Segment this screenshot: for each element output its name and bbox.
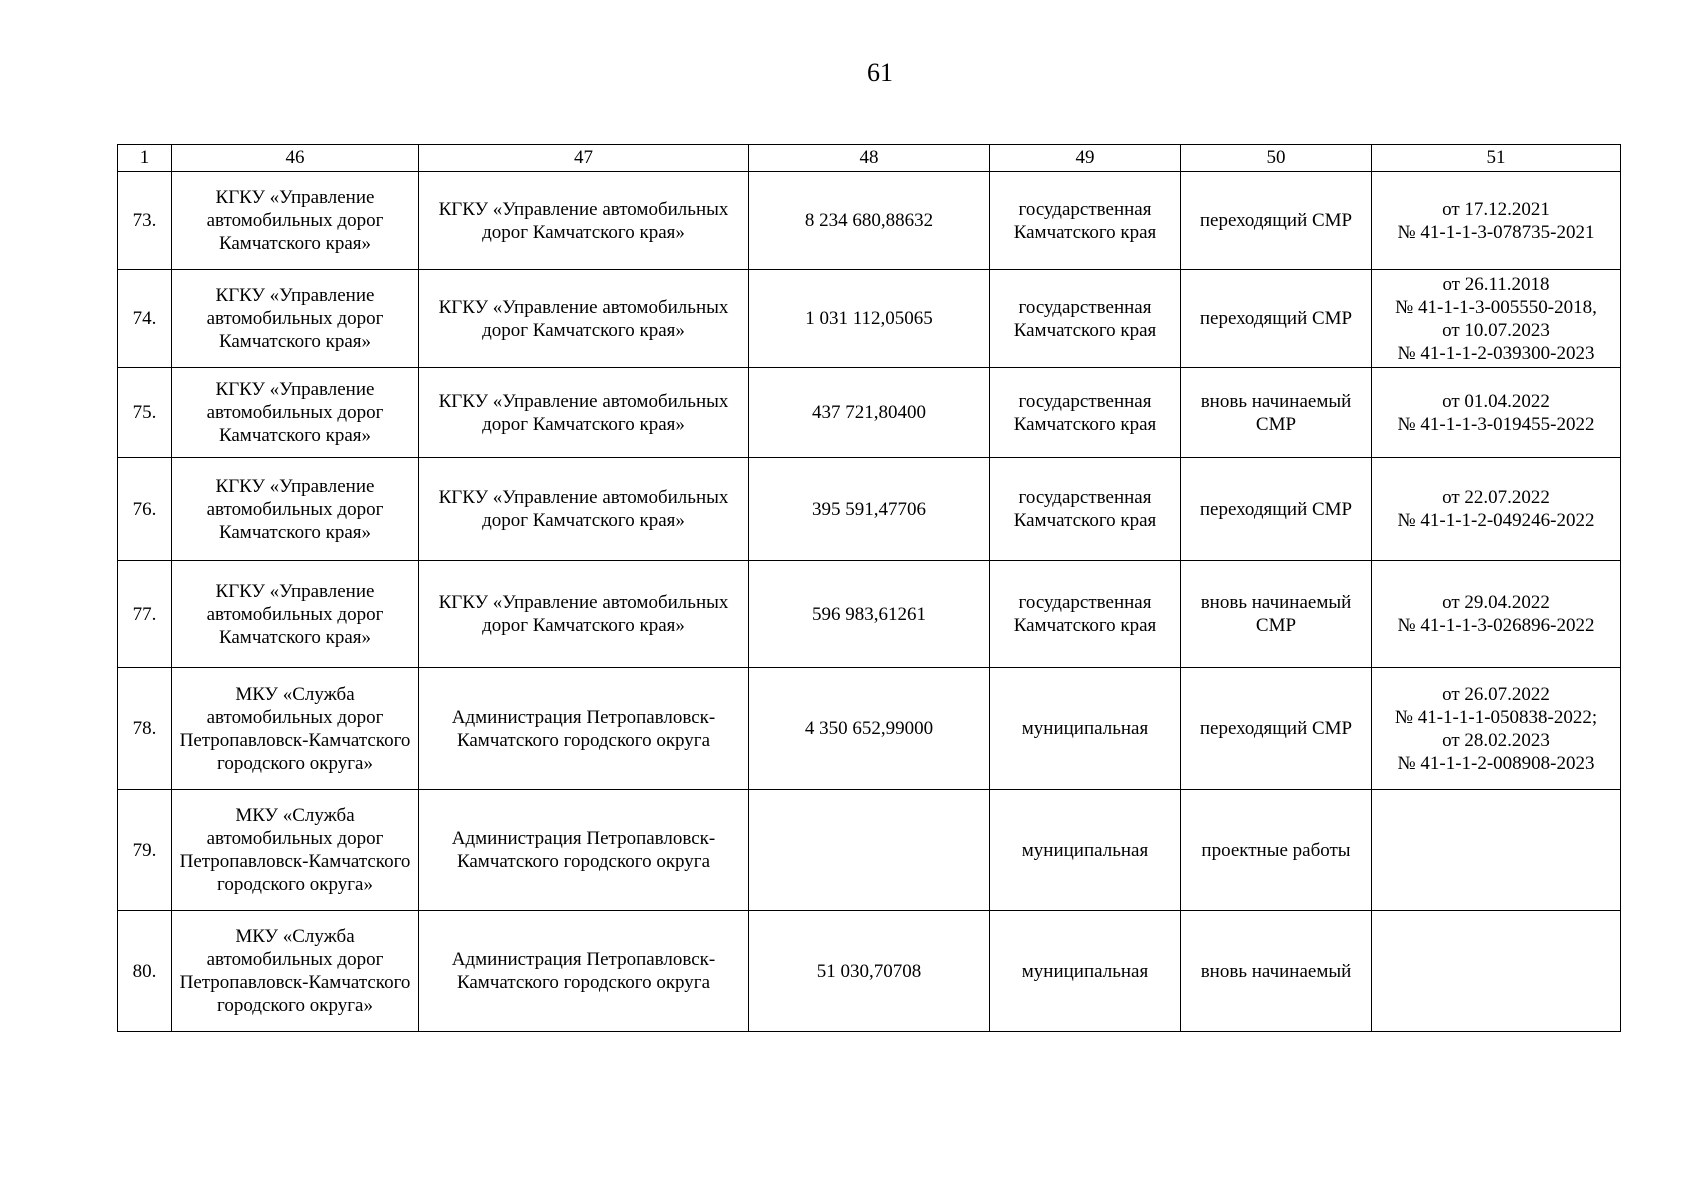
row-number: 75. [118,368,172,458]
header-col-49: 49 [990,145,1181,172]
row-number: 77. [118,561,172,668]
ownership-cell: государственная Камчатского края [990,561,1181,668]
expertise-line: № 41-1-1-3-026896-2022 [1397,615,1595,636]
expertise-line: № 41-1-1-2-049246-2022 [1397,510,1595,531]
table-row [118,270,1621,368]
expertise-line: № 41-1-1-2-039300-2023 [1397,342,1595,364]
developer-cell: КГКУ «Управление автомобильных дорог Камчатского края» [419,561,749,668]
registry-table [117,144,1621,1032]
ownership-cell: государственная Камчатского края [990,458,1181,561]
work-type-cell: переходящий СМР [1181,668,1372,790]
amount-cell: 51 030,70708 [749,911,990,1032]
work-type-cell: переходящий СМР [1181,172,1372,270]
amount-cell: 596 983,61261 [749,561,990,668]
ownership-cell: государственная Камчатского края [990,368,1181,458]
developer-cell: Администрация Петропавловск-Камчатского городского округа [419,911,749,1032]
customer-cell: МКУ «Служба автомобильных дорог Петропавловск-Камчатского городского округа» [172,790,419,911]
expertise-line: от 28.02.2023 [1442,729,1550,751]
expertise-line: № 41-1-1-1-050838-2022; [1394,706,1598,728]
amount-cell: 395 591,47706 [749,458,990,561]
table-row [118,172,1621,270]
table-row [118,668,1621,790]
table-body [118,172,1621,1032]
header-col-46: 46 [172,145,419,172]
row-number: 76. [118,458,172,561]
amount-cell: 4 350 652,99000 [749,668,990,790]
expertise-line: от 26.07.2022 [1442,683,1550,705]
table-row [118,790,1621,911]
header-col-1: 1 [118,145,172,172]
expertise-line: от 17.12.2021 [1442,198,1550,220]
header-col-51: 51 [1372,145,1621,172]
row-number: 78. [118,668,172,790]
expertise-cell [1372,172,1621,270]
ownership-cell: муниципальная [990,790,1181,911]
table-header [118,145,1621,172]
expertise-cell [1372,561,1621,668]
work-type-cell: вновь начинаемый СМР [1181,561,1372,668]
page-number: 61 [867,58,893,87]
amount-cell: 8 234 680,88632 [749,172,990,270]
table-row [118,458,1621,561]
ownership-cell: муниципальная [990,911,1181,1032]
expertise-line: № 41-1-1-3-005550-2018, [1395,296,1597,318]
amount-cell: 437 721,80400 [749,368,990,458]
table-row [118,911,1621,1032]
header-col-50: 50 [1181,145,1372,172]
ownership-cell: государственная Камчатского края [990,270,1181,368]
expertise-cell [1372,270,1621,368]
expertise-cell [1372,911,1621,1032]
expertise-cell [1372,790,1621,911]
amount-cell: 1 031 112,05065 [749,270,990,368]
expertise-line: от 29.04.2022 [1442,592,1550,613]
header-col-47: 47 [419,145,749,172]
row-number: 80. [118,911,172,1032]
expertise-cell [1372,668,1621,790]
expertise-cell [1372,368,1621,458]
customer-cell: КГКУ «Управление автомобильных дорог Камчатского края» [172,172,419,270]
work-type-cell: проектные работы [1181,790,1372,911]
expertise-line: от 01.04.2022 [1442,390,1550,412]
customer-cell: КГКУ «Управление автомобильных дорог Камчатского края» [172,561,419,668]
expertise-line: от 26.11.2018 [1442,273,1550,295]
developer-cell: Администрация Петропавловск-Камчатского городского округа [419,668,749,790]
header-col-48: 48 [749,145,990,172]
work-type-cell: вновь начинаемый СМР [1181,368,1372,458]
expertise-line: от 22.07.2022 [1442,487,1550,508]
row-number: 79. [118,790,172,911]
table-row [118,561,1621,668]
customer-cell: МКУ «Служба автомобильных дорог Петропавловск-Камчатского городского округа» [172,911,419,1032]
header-row [118,145,1621,172]
developer-cell: КГКУ «Управление автомобильных дорог Камчатского края» [419,172,749,270]
row-number: 74. [118,270,172,368]
ownership-cell: государственная Камчатского края [990,172,1181,270]
customer-cell: КГКУ «Управление автомобильных дорог Камчатского края» [172,458,419,561]
expertise-cell [1372,458,1621,561]
work-type-cell: вновь начинаемый [1181,911,1372,1032]
table-row [118,368,1621,458]
customer-cell: МКУ «Служба автомобильных дорог Петропавловск-Камчатского городского округа» [172,668,419,790]
expertise-line: № 41-1-1-2-008908-2023 [1397,752,1595,774]
work-type-cell: переходящий СМР [1181,458,1372,561]
developer-cell: КГКУ «Управление автомобильных дорог Камчатского края» [419,270,749,368]
expertise-line: № 41-1-1-3-078735-2021 [1397,221,1595,243]
developer-cell: КГКУ «Управление автомобильных дорог Камчатского края» [419,458,749,561]
developer-cell: Администрация Петропавловск-Камчатского городского округа [419,790,749,911]
customer-cell: КГКУ «Управление автомобильных дорог Камчатского края» [172,368,419,458]
expertise-line: от 10.07.2023 [1442,319,1550,341]
expertise-line: № 41-1-1-3-019455-2022 [1397,413,1595,435]
work-type-cell: переходящий СМР [1181,270,1372,368]
developer-cell: КГКУ «Управление автомобильных дорог Камчатского края» [419,368,749,458]
row-number: 73. [118,172,172,270]
customer-cell: КГКУ «Управление автомобильных дорог Камчатского края» [172,270,419,368]
amount-cell [749,790,990,911]
ownership-cell: муниципальная [990,668,1181,790]
